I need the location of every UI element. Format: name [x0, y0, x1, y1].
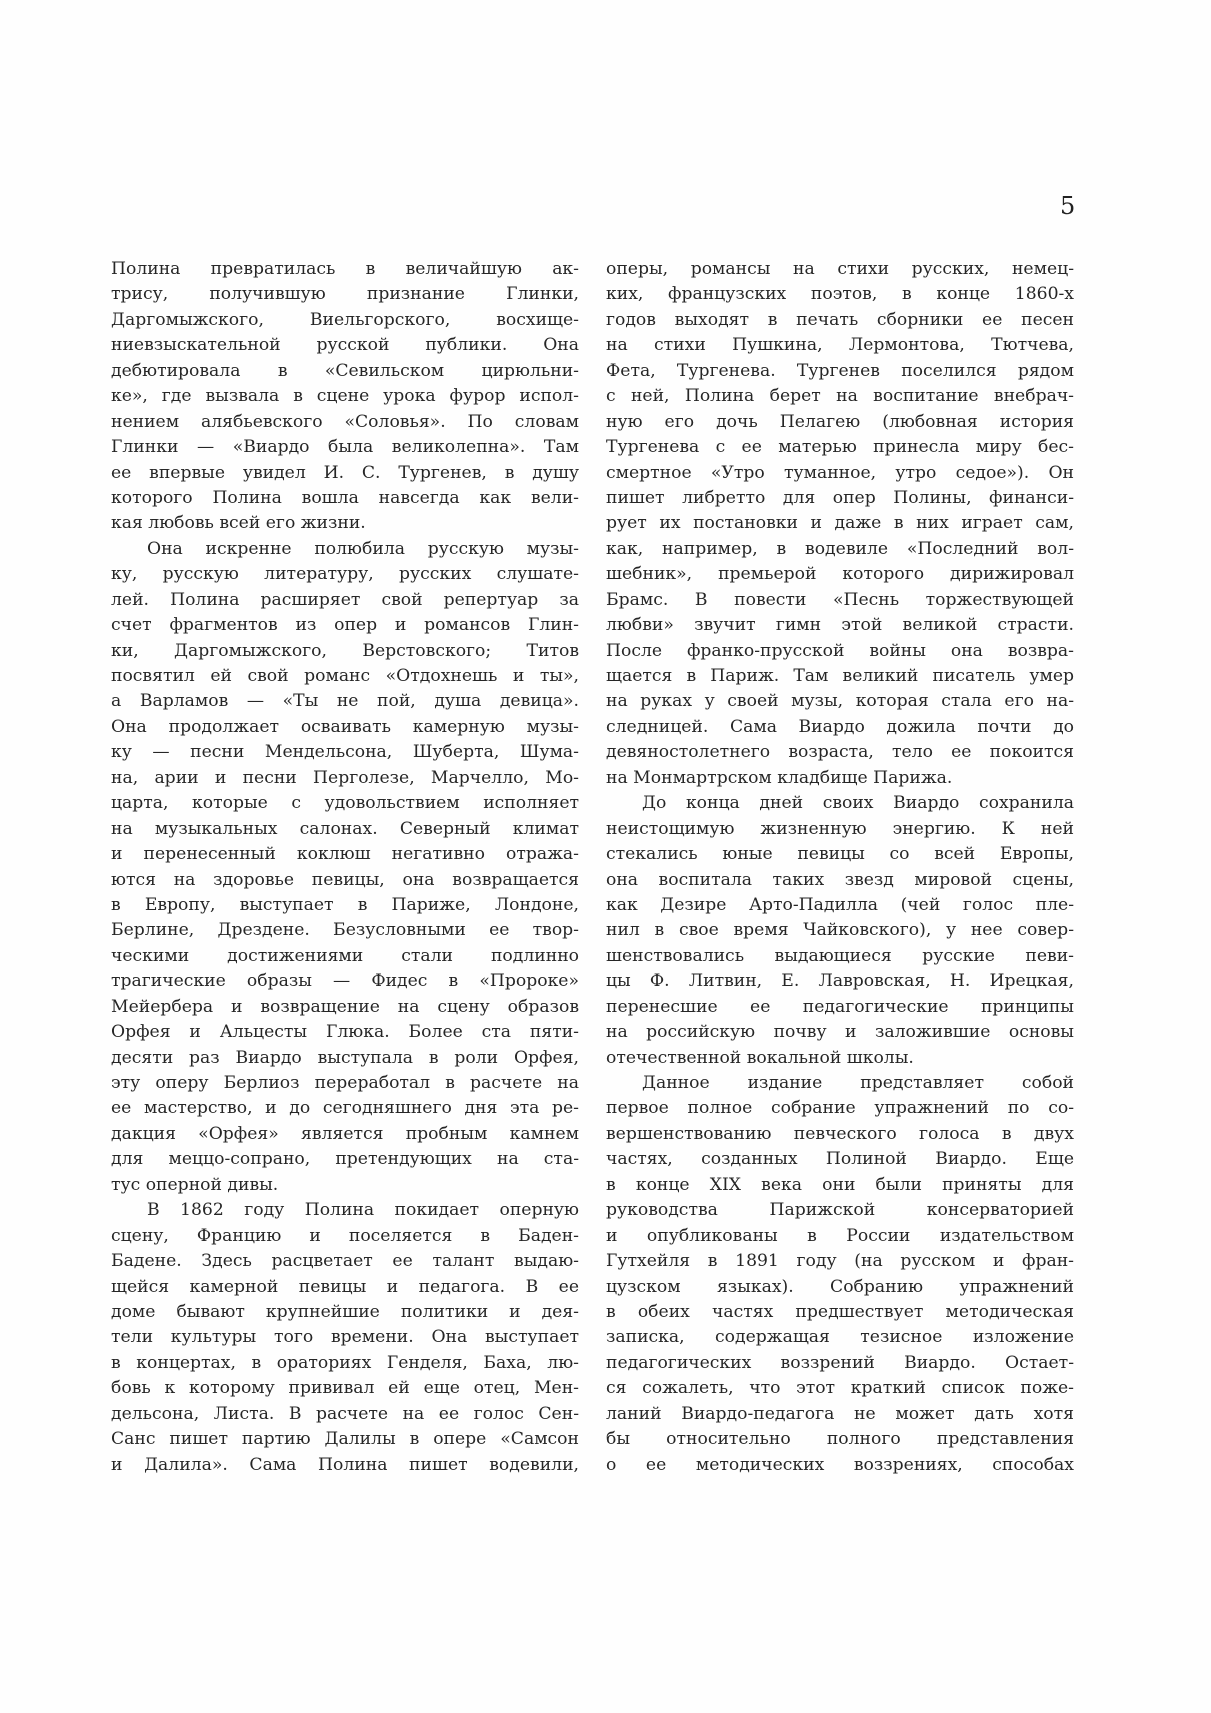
text-line: ную его дочь Пелагею (любовная история: [606, 411, 1074, 432]
text-line: дакция «Орфея» является пробным камнем: [111, 1123, 579, 1144]
text-line: щается в Париж. Там великий писатель умер: [606, 666, 1074, 686]
text-line: дебютировала в «Севильском цирюльни-: [111, 360, 579, 381]
text-line: в обеих частях предшествует методическая: [606, 1301, 1074, 1322]
text-line: кая любовь всей его жизни.: [111, 513, 366, 534]
text-line: частях, созданных Полиной Виардо. Еще: [606, 1149, 1074, 1170]
text-line: нением алябьевского «Соловья». По словам: [111, 411, 579, 432]
text-line: счет фрагментов из опер и романсов Глин-: [111, 615, 579, 636]
text-line: Она искренне полюбила русскую музы-: [147, 538, 579, 559]
text-line: трису, получившую признание Глинки,: [111, 284, 579, 305]
text-line: о ее методических воззрениях, способах: [606, 1454, 1074, 1475]
text-line: ниевзыскательной русской публики. Она: [111, 335, 579, 356]
text-line: вершенствованию певческого голоса в двух: [606, 1123, 1074, 1144]
page-number: 5: [1060, 192, 1076, 220]
text-line: доме бывают крупнейшие политики и дея-: [111, 1301, 579, 1322]
text-line: сцену, Францию и поселяется в Баден-: [111, 1225, 579, 1246]
text-line: нил в свое время Чайковского), у нее совер-: [606, 920, 1074, 941]
text-line: тели культуры того времени. Она выступает: [111, 1327, 579, 1348]
text-line: ку — песни Мендельсона, Шуберта, Шума-: [111, 742, 579, 763]
text-line: цы Ф. Литвин, Е. Лавровская, Н. Ирецкая,: [606, 971, 1074, 992]
text-line: ки, Даргомыжского, Верстовского; Титов: [111, 640, 579, 661]
text-line: а Варламов — «Ты не пой, душа девица».: [111, 691, 579, 712]
text-line: В 1862 году Полина покидает оперную: [147, 1200, 579, 1221]
text-line: Мейербера и возвращение на сцену образов: [111, 996, 579, 1017]
text-line: любви» звучит гимн этой великой страсти.: [606, 615, 1074, 636]
text-line: как, например, в водевиле «Последний вол-: [606, 538, 1074, 559]
text-line: в концертах, в ораториях Генделя, Баха, лю-: [111, 1352, 579, 1373]
text-line: Даргомыжского, Виельгорского, восхище-: [111, 309, 579, 330]
text-line: Она продолжает осваивать камерную музы-: [111, 716, 579, 737]
text-line: на руках у своей музы, которая стала его на-: [606, 691, 1074, 712]
text-line: Гутхейля в 1891 году (на русском и фран-: [606, 1251, 1074, 1272]
text-line: следницей. Сама Виардо дожила почти до: [606, 716, 1074, 737]
text-line: Бадене. Здесь расцветает ее талант выдаю-: [111, 1251, 579, 1272]
text-line: лей. Полина расширяет свой репертуар за: [111, 589, 579, 610]
text-line: как Дезире Арто-Падилла (чей голос пле-: [606, 894, 1074, 915]
text-line: посвятил ей свой романс «Отдохнешь и ты»,: [111, 666, 579, 686]
text-line: Данное издание представляет собой: [642, 1073, 1074, 1093]
text-line: с ней, Полина берет на воспитание внебрач-: [606, 386, 1074, 407]
text-line: на Монмартрском кладбище Парижа.: [606, 767, 953, 788]
text-line: Тургенева с ее матерью принесла миру бес-: [606, 437, 1074, 458]
text-line: Санс пишет партию Далилы в опере «Самсон: [111, 1429, 579, 1450]
right-column: [606, 257, 1074, 1478]
text-line: трагические образы — Фидес в «Пророке»: [111, 971, 579, 992]
text-line: ке», где вызвала в сцене урока фурор испол-: [111, 386, 579, 407]
text-line: годов выходят в печать сборники ее песен: [606, 309, 1074, 330]
text-line: она воспитала таких звезд мировой сцены,: [606, 869, 1074, 890]
text-line: в Европу, выступает в Париже, Лондоне,: [111, 894, 579, 915]
text-line: дельсона, Листа. В расчете на ее голос Сен-: [111, 1403, 579, 1424]
text-line: на, арии и песни Перголезе, Марчелло, Мо-: [111, 767, 579, 788]
text-line: ются на здоровье певицы, она возвращается: [111, 869, 579, 890]
text-line: отечественной вокальной школы.: [606, 1047, 914, 1068]
text-line: смертное «Утро туманное, утро седое»). Он: [606, 462, 1074, 483]
text-line: Орфея и Альцесты Глюка. Более ста пяти-: [111, 1022, 579, 1043]
text-line: оперы, романсы на стихи русских, немец-: [606, 259, 1074, 279]
text-line: десяти раз Виардо выступала в роли Орфея,: [111, 1047, 579, 1068]
text-line: эту оперу Берлиоз переработал в расчете на: [111, 1073, 579, 1093]
text-line: Берлине, Дрездене. Безусловными ее твор-: [111, 920, 579, 941]
text-line: пишет либретто для опер Полины, финанси-: [606, 487, 1074, 508]
text-line: ких, французских поэтов, в конце 1860-х: [606, 284, 1074, 305]
text-line: которого Полина вошла навсегда как вели-: [111, 487, 579, 508]
text-line: на российскую почву и заложившие основы: [606, 1022, 1074, 1043]
text-line: руководства Парижской консерваторией: [606, 1200, 1074, 1221]
text-line: ее впервые увидел И. С. Тургенев, в душу: [111, 462, 579, 483]
text-line: Брамс. В повести «Песнь торжествующей: [606, 589, 1074, 610]
text-line: рует их постановки и даже в них играет сам,: [606, 513, 1074, 534]
text-line: первое полное собрание упражнений по со-: [606, 1098, 1074, 1119]
text-line: ся сожалеть, что этот краткий список поже-: [606, 1378, 1074, 1399]
text-line: ланий Виардо-педагога не может дать хотя: [606, 1403, 1074, 1424]
text-line: ческими достижениями стали подлинно: [111, 945, 579, 966]
text-line: ку, русскую литературу, русских слушате-: [111, 564, 579, 585]
text-line: ее мастерство, и до сегодняшнего дня эта ре-: [111, 1098, 579, 1119]
text-line: неистощимую жизненную энергию. К ней: [606, 818, 1074, 839]
text-line: тус оперной дивы.: [111, 1174, 279, 1195]
text-line: После франко-прусской войны она возвра-: [606, 640, 1074, 661]
text-line: царта, которые с удовольствием исполняет: [111, 793, 579, 814]
text-line: для меццо-сопрано, претендующих на ста-: [111, 1149, 579, 1170]
text-line: цузском языках). Собранию упражнений: [606, 1276, 1074, 1297]
text-line: шебник», премьерой которого дирижировал: [606, 564, 1074, 585]
text-line: и опубликованы в России издательством: [606, 1225, 1074, 1246]
text-line: Фета, Тургенева. Тургенев поселился рядом: [606, 360, 1074, 381]
text-line: на стихи Пушкина, Лермонтова, Тютчева,: [606, 335, 1074, 356]
text-line: в конце XIX века они были приняты для: [606, 1174, 1074, 1195]
text-line: записка, содержащая тезисное изложение: [606, 1327, 1074, 1348]
text-line: щейся камерной певицы и педагога. В ее: [111, 1276, 579, 1297]
text-line: бовь к которому прививал ей еще отец, Мен-: [111, 1378, 579, 1399]
text-line: педагогических воззрений Виардо. Остает-: [606, 1352, 1074, 1373]
text-line: на музыкальных салонах. Северный климат: [111, 818, 579, 839]
text-line: и перенесенный коклюш негативно отража-: [111, 844, 579, 865]
text-line: девяностолетнего возраста, тело ее покоится: [606, 742, 1074, 763]
text-line: бы относительно полного представления: [606, 1429, 1074, 1450]
text-line: Глинки — «Виардо была великолепна». Там: [111, 437, 579, 458]
text-line: До конца дней своих Виардо сохранила: [642, 793, 1074, 814]
left-column: [111, 257, 579, 1478]
text-line: стекались юные певицы со всей Европы,: [606, 844, 1074, 865]
text-line: Полина превратилась в величайшую ак-: [111, 259, 579, 279]
text-line: перенесшие ее педагогические принципы: [606, 996, 1074, 1017]
text-line: и Далила». Сама Полина пишет водевили,: [111, 1454, 579, 1475]
text-line: шенствовались выдающиеся русские певи-: [606, 945, 1074, 966]
